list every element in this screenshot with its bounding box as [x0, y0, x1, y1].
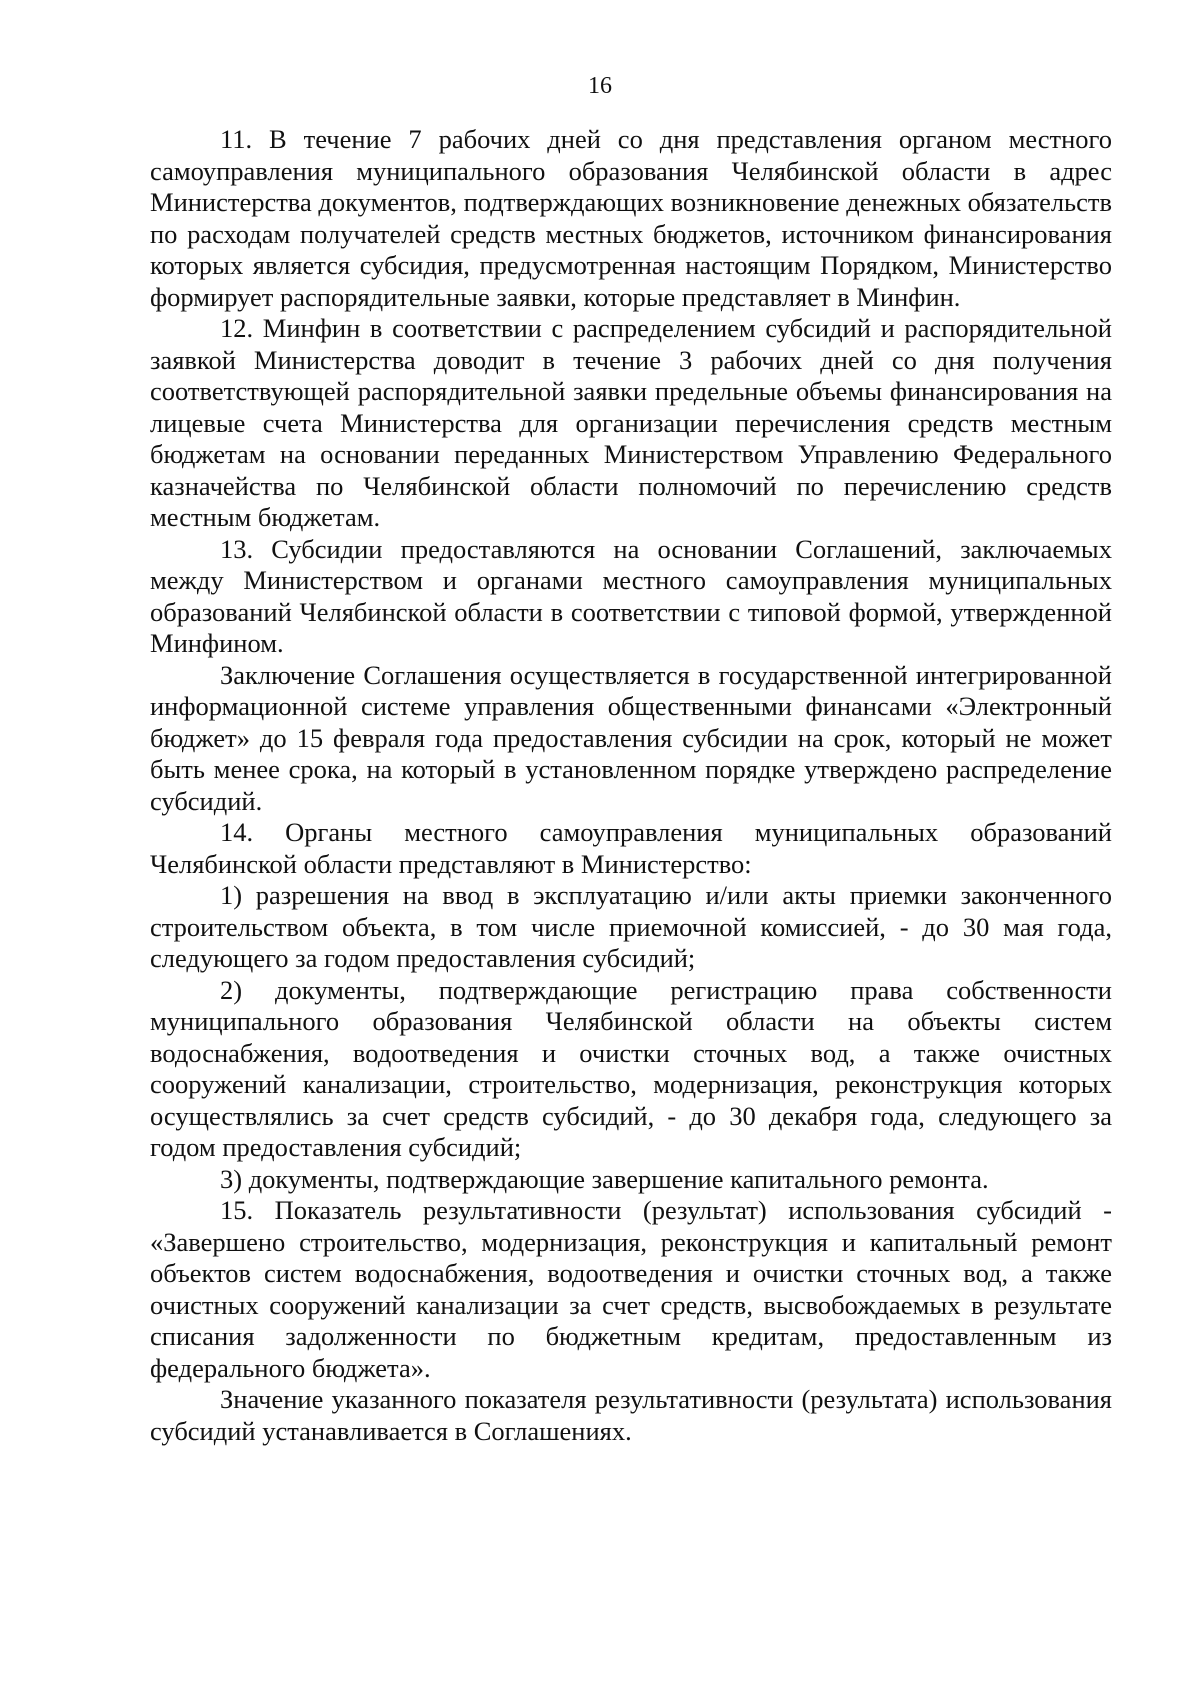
- paragraph-14-item-1: 1) разрешения на ввод в эксплуатацию и/или акты приемки законченного строительством объекта, в том числе приемочной комиссией, - до 30 мая года, следующего за годом предоставления субсидий;: [150, 880, 1112, 973]
- paragraph-15-value: Значение указанного показателя результативности (результата) использования субсидий устанавливается в Соглашениях.: [150, 1384, 1112, 1446]
- paragraph-12: 12. Минфин в соответствии с распределением субсидий и распорядительной заявкой Министерства доводит в течение 3 рабочих дней со дня получения соответствующей распорядительной заявки предельные объемы финансирования на лицевые счета Министерства для организации перечисления средств местным бюджетам на основании переданных Министерством Управлению Федерального казначейства по Челябинской области полномочий по перечислению средств местным бюджетам.: [150, 313, 1112, 532]
- paragraph-14-item-3: 3) документы, подтверждающие завершение капитального ремонта.: [220, 1163, 989, 1194]
- paragraph-13-agreement: Заключение Соглашения осуществляется в государственной интегрированной информационной системе управления общественными финансами «Электронный бюджет» до 15 февраля года предоставления субсидии на срок, который не может быть менее срока, на который в установленном порядке утверждено распределение субсидий.: [150, 659, 1112, 816]
- document-body: [150, 124, 1112, 1447]
- paragraph-14-item-2: 2) документы, подтверждающие регистрацию права собственности муниципального образования Челябинской области на объекты систем водоснабжения, водоотведения и очистки сточных вод, а также очистных сооружений канализации, строительство, модернизация, реконструкция которых осуществлялись за счет средств субсидий, - до 30 декабря года, следующего за годом предоставления субсидий;: [150, 974, 1112, 1162]
- paragraph-11: 11. В течение 7 рабочих дней со дня представления органом местного самоуправления муниципального образования Челябинской области в адрес Министерства документов, подтверждающих возникновение денежных обязательств по расходам получателей средств местных бюджетов, источником финансирования которых является субсидия, предусмотренная настоящим Порядком, Министерство формирует распорядительные заявки, которые представляет в Минфин.: [150, 124, 1112, 312]
- page-number: 16: [588, 73, 612, 99]
- paragraph-13: 13. Субсидии предоставляются на основании Соглашений, заключаемых между Министерством и органами местного самоуправления муниципальных образований Челябинской области в соответствии с типовой формой, утвержденной Минфином.: [150, 533, 1112, 658]
- paragraph-14: 14. Органы местного самоуправления муниципальных образований Челябинской области представляют в Министерство:: [150, 817, 1112, 879]
- paragraph-15: 15. Показатель результативности (результат) использования субсидий - «Завершено строительство, модернизация, реконструкция и капитальный ремонт объектов систем водоснабжения, водоотведения и очистки сточных вод, а также очистных сооружений канализации за счет средств, высвобождаемых в результате списания задолженности по бюджетным кредитам, предоставленным из федерального бюджета».: [150, 1195, 1112, 1383]
